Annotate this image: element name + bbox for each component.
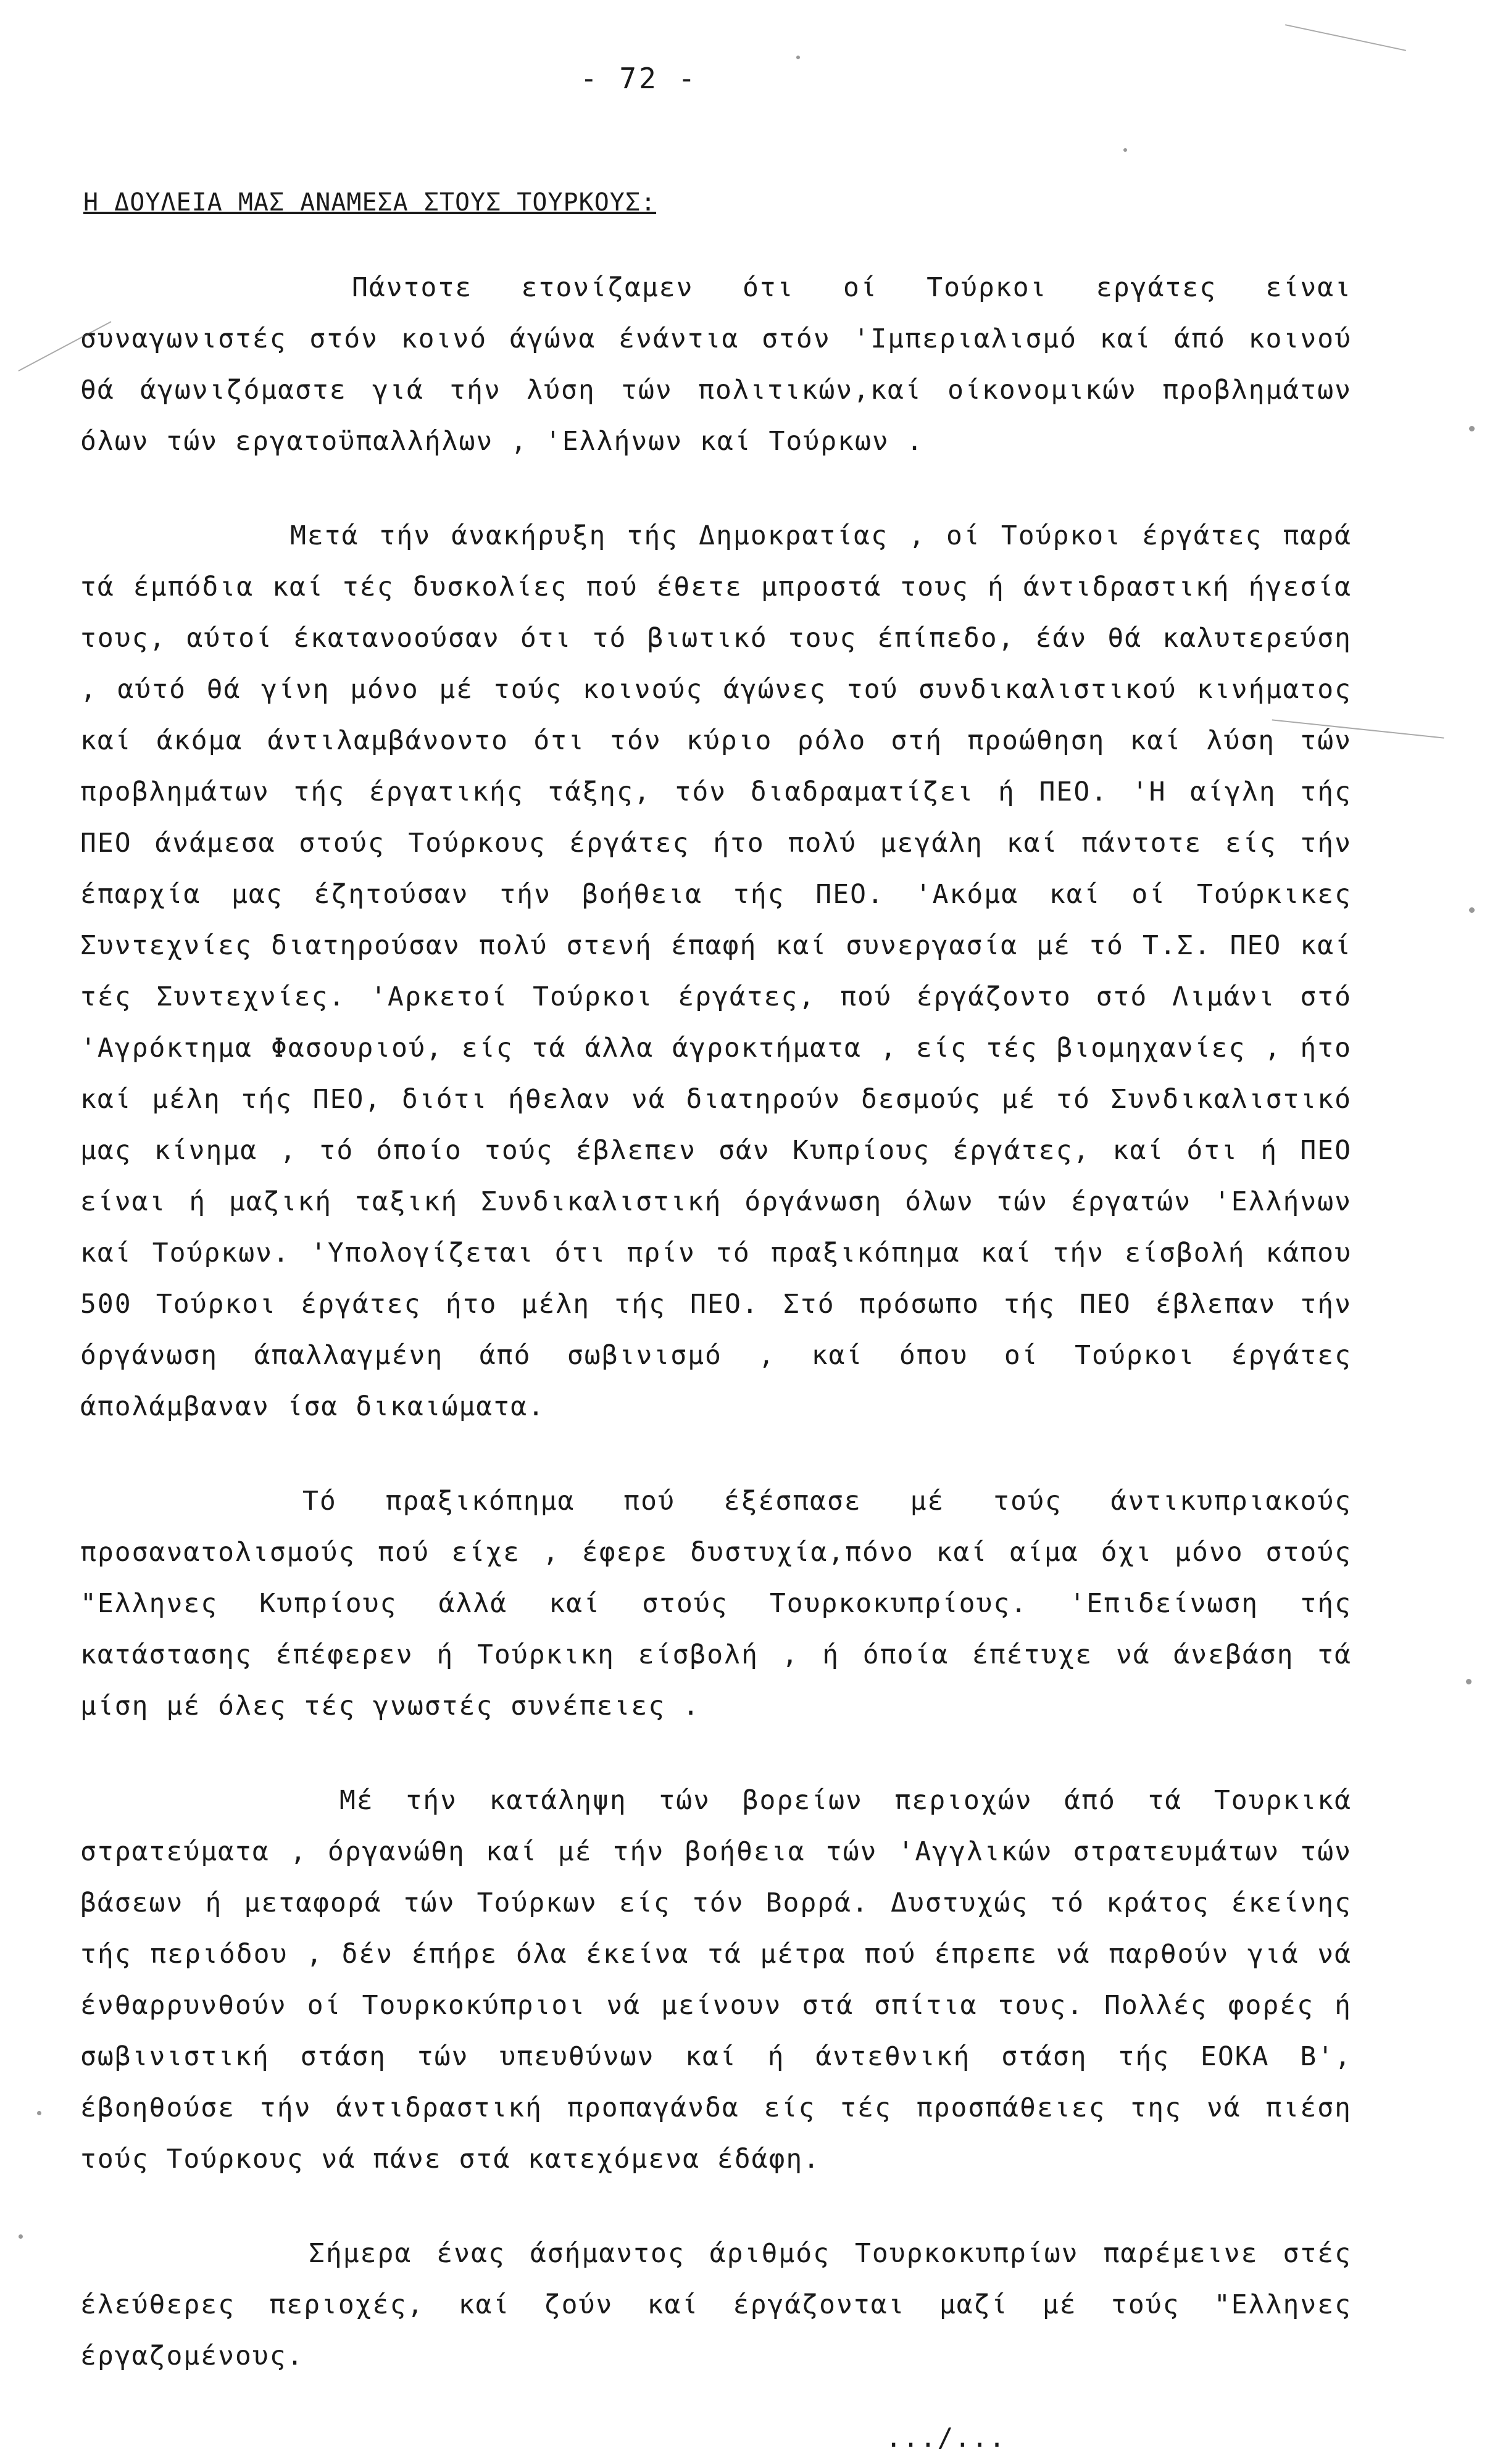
section-heading: Η ΔΟΥΛΕΙΑ ΜΑΣ ΑΝΑΜΕΣΑ ΣΤΟΥΣ ΤΟΥΡΚΟΥΣ: [83,188,657,217]
scan-speck [1466,1679,1472,1684]
scan-speck [1469,426,1475,431]
scan-streak [1285,24,1406,51]
scan-speck [1123,148,1127,152]
paragraph: Τό πραξικόπημα πού έξέσπασε μέ τούς άντικυπριακούς προσανατολισμούς πού είχε , έφερε δυστυχία,πόνο καί αίμα όχι μόνο στούς "Ελληνες Κυπρίους άλλά καί στούς Τουρκοκυπρίους. 'Επιδείνωση τής κατάστασης έπέφερεν ή Τούρκικη είσβολή , ή όποία έπέτυχε νά άνεβάση τά μίση μέ όλες τές γνωστές συνέπειες . [80,1486,1352,1721]
continuation-mark: .../... [885,2423,1006,2454]
paragraph: Πάντοτε ετονίζαμεν ότι οί Τούρκοι εργάτες είναι συναγωνιστές στόν κοινό άγώνα ένάντια στόν 'Ιμπεριαλισμό καί άπό κοινού θά άγωνιζόμαστε γιά τήν λύση τών πολιτικών,καί οίκονομικών προβλημάτων όλων τών εργατοϋπαλλήλων , 'Ελλήνων καί Τούρκων . [80,272,1352,457]
paragraph: Μετά τήν άνακήρυξη τής Δημοκρατίας , οί Τούρκοι έργάτες παρά τά έμπόδια καί τές δυσκολίες πού έθετε μπροστά τους ή άντιδραστική ήγεσία τους, αύτοί έκατανοούσαν ότι τό βιωτικό τους έπίπεδο, έάν θά καλυτερεύση , αύτό θά γίνη μόνο μέ τούς κοινούς άγώνες τού συνδικαλιστικού κινήματος καί άκόμα άντιλαμβάνοντο ότι τόν κύριο ρόλο στή προώθηση καί λύση τών προβλημάτων τής έργατικής τάξης, τόν διαδραματίζει ή ΠΕΟ. 'Η αίγλη τής ΠΕΟ άνάμεσα στούς Τούρκους έργάτες ήτο πολύ μεγάλη καί πάντοτε είς τήν έπαρχία μας έζητούσαν τήν βοήθεια τής ΠΕΟ. 'Ακόμα καί οί Τούρκικες Συντεχνίες διατηρούσαν πολύ στενή έπαφή καί συνεργασία μέ τό Τ.Σ. ΠΕΟ καί τές Συντεχνίες. 'Αρκετοί Τούρκοι έργάτες, πού έργάζοντο στό Λιμάνι στό 'Αγρόκτημα Φασουριού, είς τά άλλα άγροκτήματα , είς τές βιομηχανίες , ήτο καί μέλη τής ΠΕΟ, διότι ήθελαν νά διατηρούν δεσμούς μέ τό Συνδικαλιστικό μας κίνημα , τό όποίο τούς έβλεπεν σάν Κυπρίους έργάτες, καί ότι ή ΠΕΟ είναι ή μαζική ταξική Συνδικαλιστική όργάνωση όλων τών έργατών 'Ελλήνων καί Τούρκων. 'Υπολογίζεται ότι πρίν τό πραξικόπημα καί τήν είσβολή κάπου 500 Τούρκοι έργάτες ήτο μέλη τής ΠΕΟ. Στό πρόσωπο τής ΠΕΟ έβλεπαν τήν όργάνωση άπαλλαγμένη άπό σωβινισμό , καί όπου οί Τούρκοι έργάτες άπολάμβαναν ίσα δικαιώματα. [80,520,1352,1422]
page-number: - 72 - [580,62,698,95]
document-body [80,262,1352,2464]
scan-speck [796,56,800,59]
paragraph: Μέ τήν κατάληψη τών βορείων περιοχών άπό τά Τουρκικά στρατεύματα , όργανώθη καί μέ τήν βοήθεια τών 'Αγγλικών στρατευμάτων τών βάσεων ή μεταφορά τών Τούρκων είς τόν Βορρά. Δυστυχώς τό κράτος έκείνης τής περιόδου , δέν έπήρε όλα έκείνα τά μέτρα πού έπρεπε νά παρθούν γιά νά ένθαρρυνθούν οί Τουρκοκύπριοι νά μείνουν στά σπίτια τους. Πολλές φορές ή σωβινιστική στάση τών υπευθύνων καί ή άντεθνική στάση τής ΕΟΚΑ Β', έβοηθούσε τήν άντιδραστική προπαγάνδα είς τές προσπάθειες της νά πιέση τούς Τούρκους νά πάνε στά κατεχόμενα έδάφη. [80,1785,1352,2175]
scan-speck [19,2234,23,2239]
scan-speck [1469,907,1475,913]
continuation-wrapper [80,2413,1352,2464]
paragraph: Σήμερα ένας άσήμαντος άριθμός Τουρκοκυπρίων παρέμεινε στές έλεύθερες περιοχές, καί ζούν καί έργάζονται μαζί μέ τούς "Ελληνες έργαζομένους. [80,2238,1352,2371]
scan-speck [37,2111,41,2115]
